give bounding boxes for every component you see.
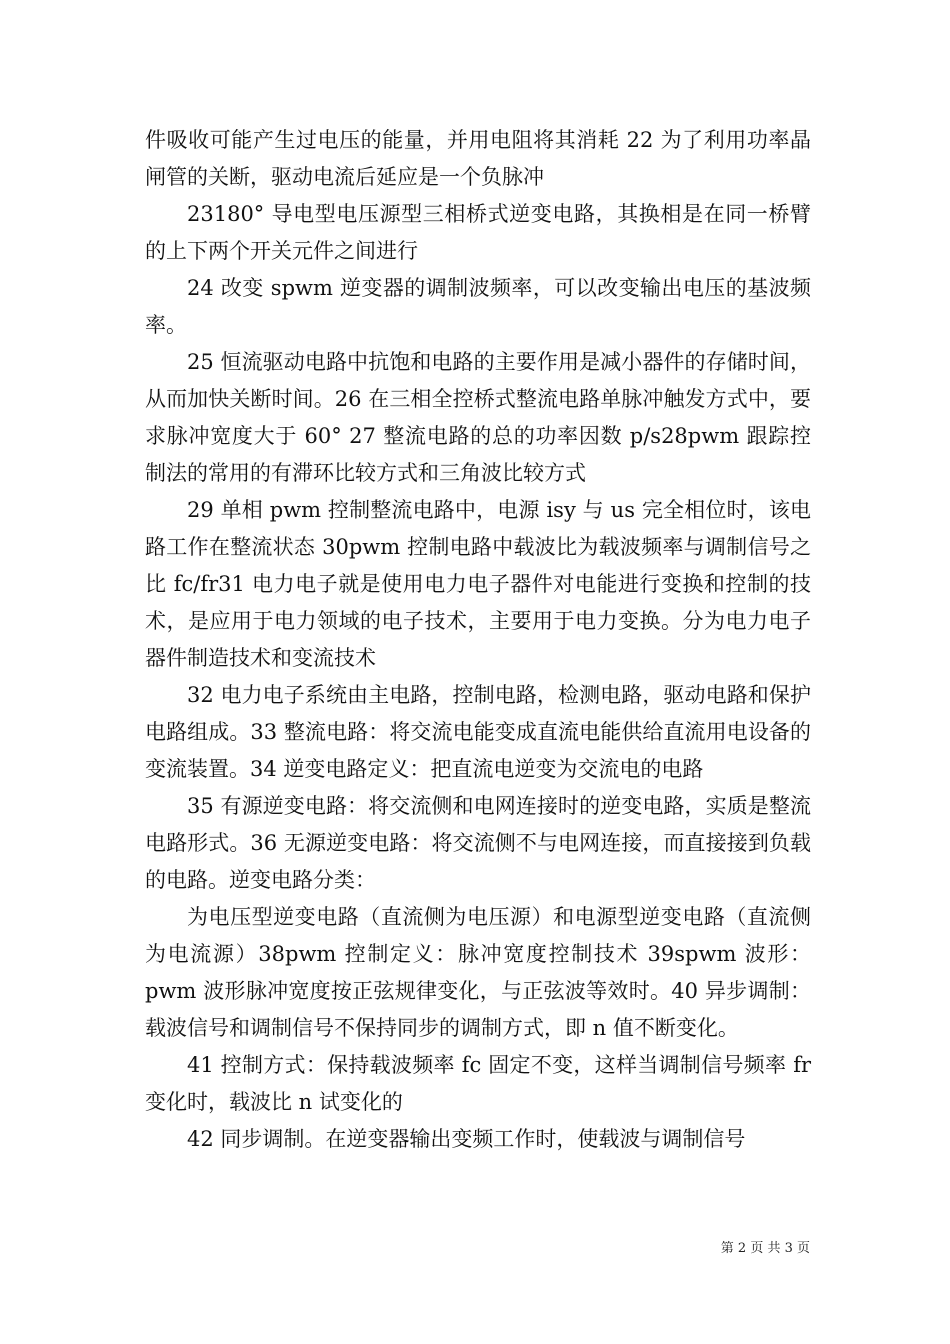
paragraph-5: 29 单相 pwm 控制整流电路中，电源 isy 与 us 完全相位时，该电路工作在整流状态 30pwm 控制电路中载波比为载波频率与调制信号之比 fc/fr31 电力电子就是使用电力电子器件对电能进行变换和控制的技术，是应用于电力领域的电子技术，主要用于电力变换。分为电力电子器件制造技术和变流技术 (145, 498, 811, 670)
paragraph-3: 24 改变 spwm 逆变器的调制波频率，可以改变输出电压的基波频率。 (145, 276, 811, 337)
paragraph-1: 件吸收可能产生过电压的能量，并用电阻将其消耗 22 为了利用功率晶闸管的关断，驱动电流后延应是一个负脉冲 (145, 128, 811, 189)
paragraph-10: 42 同步调制。在逆变器输出变频工作时，使载波与调制信号 (187, 1127, 746, 1151)
paragraph-8: 为电压型逆变电路（直流侧为电压源）和电源型逆变电路（直流侧为电流源）38pwm 控制定义：脉冲宽度控制技术 39spwm 波形：pwm 波形脉冲宽度按正弦规律变化，与正弦波等效时。40 异步调制：载波信号和调制信号不保持同步的调制方式，即 n 值不断变化。 (145, 905, 811, 1040)
paragraph-7: 35 有源逆变电路：将交流侧和电网连接时的逆变电路，实质是整流电路形式。36 无源逆变电路：将交流侧不与电网连接，而直接接到负载的电路。逆变电路分类： (145, 794, 811, 892)
document-body (145, 122, 811, 1158)
paragraph-9: 41 控制方式：保持载波频率 fc 固定不变，这样当调制信号频率 fr 变化时，载波比 n 试变化的 (145, 1053, 811, 1114)
paragraph-2: 23180° 导电型电压源型三相桥式逆变电路，其换相是在同一桥臂的上下两个开关元件之间进行 (145, 202, 811, 263)
page-number-footer: 第 2 页 共 3 页 (720, 1241, 810, 1256)
paragraph-6: 32 电力电子系统由主电路，控制电路，检测电路，驱动电路和保护电路组成。33 整流电路：将交流电能变成直流电能供给直流用电设备的变流装置。34 逆变电路定义：把直流电逆变为交流电的电路 (145, 683, 811, 781)
paragraph-4: 25 恒流驱动电路中抗饱和电路的主要作用是减小器件的存储时间，从而加快关断时间。26 在三相全控桥式整流电路单脉冲触发方式中，要求脉冲宽度大于 60° 27 整流电路的总的功率因数 p/s28pwm 跟踪控制法的常用的有滞环比较方式和三角波比较方式 (145, 350, 811, 485)
